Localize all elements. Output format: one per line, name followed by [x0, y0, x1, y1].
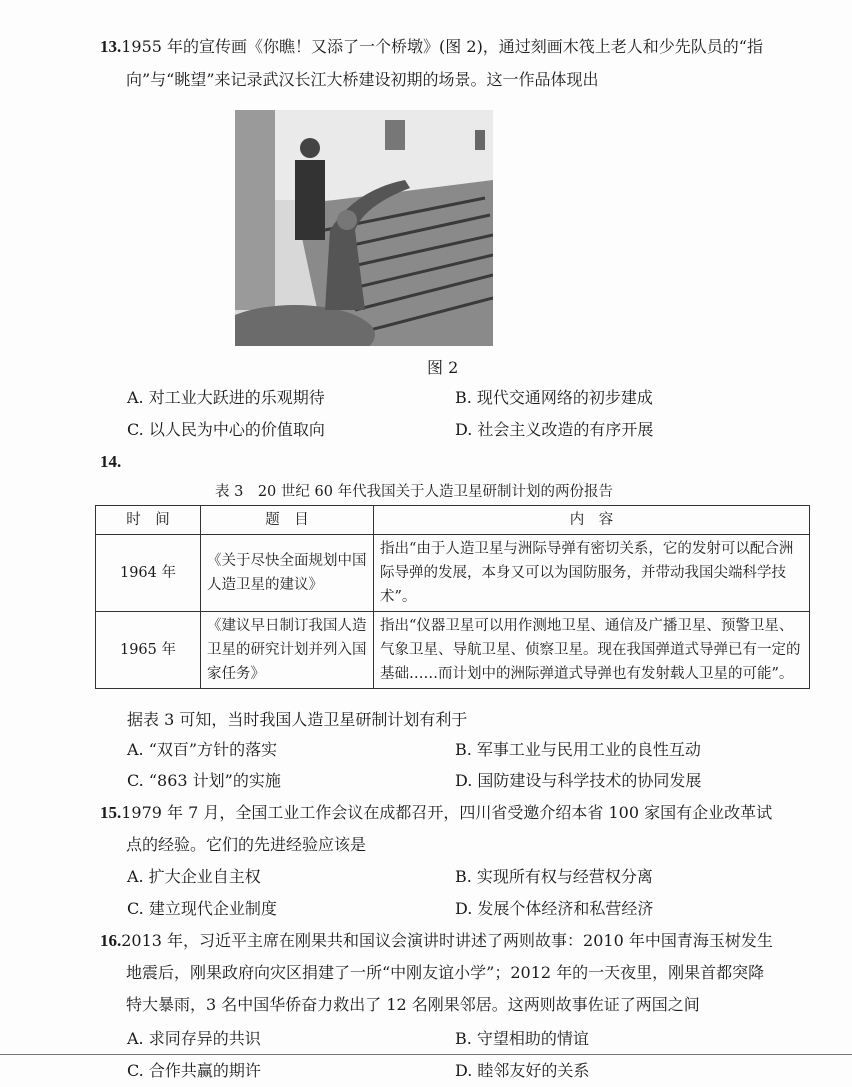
q16-option-b[interactable]: B. 守望相助的情谊 — [455, 1029, 589, 1048]
table-row — [96, 535, 810, 612]
table-title: 表 3 20 世纪 60 年代我国关于人造卫星研制计划的两份报告 — [215, 484, 614, 500]
q15-line1 — [100, 803, 772, 823]
cell-title: 《建议早日制订我国人造卫星的研究计划并列入国家任务》 — [201, 612, 374, 689]
q16-option-c[interactable]: C. 合作共赢的期许 — [127, 1061, 261, 1080]
cell-time: 1964 年 — [96, 535, 201, 612]
q15-option-b[interactable]: B. 实现所有权与经营权分离 — [455, 867, 653, 886]
q13-line2: 向”与“眺望”来记录武汉长江大桥建设初期的场景。这一作品体现出 — [126, 70, 599, 89]
q16-line3: 特大暴雨，3 名中国华侨奋力救出了 12 名刚果邻居。这两则故事佐证了两国之间 — [126, 995, 700, 1014]
figure-2-propaganda-painting — [235, 110, 493, 346]
header-time: 时 间 — [96, 506, 201, 535]
q15-text: 1979 年 7 月，全国工业工作会议在成都召开，四川省受邀介绍本省 100 家国有企业改革试 — [121, 803, 773, 822]
q16-line1 — [100, 931, 773, 951]
q16-line2: 地震后，刚果政府向灾区捐建了一所“中刚友谊小学”；2012 年的一天夜里，刚果首都突降 — [126, 963, 765, 982]
q15-option-c[interactable]: C. 建立现代企业制度 — [127, 899, 277, 918]
figure-caption: 图 2 — [427, 358, 459, 377]
q14-option-c[interactable]: C. “863 计划”的实施 — [127, 771, 281, 790]
q13-number: 13. — [100, 37, 122, 56]
q15-line2: 点的经验。它们的先进经验应该是 — [126, 835, 367, 854]
q13-option-d[interactable]: D. 社会主义改造的有序开展 — [455, 420, 654, 439]
q14-option-b[interactable]: B. 军事工业与民用工业的良性互动 — [455, 740, 701, 759]
q14-option-d[interactable]: D. 国防建设与科学技术的协同发展 — [455, 771, 702, 790]
q16-option-a[interactable]: A. 求同存异的共识 — [127, 1029, 261, 1048]
q14-option-a[interactable]: A. “双百”方针的落实 — [127, 740, 278, 759]
q14-stem: 据表 3 可知，当时我国人造卫星研制计划有利于 — [127, 710, 468, 729]
q14-number: 14. — [100, 452, 122, 471]
q13-text: 1955 年的宣传画《你瞧！又添了一个桥墩》(图 2)，通过刻画木筏上老人和少先队员的“指 — [121, 37, 763, 56]
q15-option-d[interactable]: D. 发展个体经济和私营经济 — [455, 899, 654, 918]
cell-title: 《关于尽快全面规划中国人造卫星的建议》 — [201, 535, 374, 612]
q13-option-b[interactable]: B. 现代交通网络的初步建成 — [455, 388, 653, 407]
q16-option-d[interactable]: D. 睦邻友好的关系 — [455, 1061, 590, 1080]
q15-number: 15. — [100, 803, 122, 822]
table-header-row — [96, 506, 810, 535]
q13-option-c[interactable]: C. 以人民为中心的价值取向 — [127, 420, 325, 439]
satellite-reports-table — [95, 505, 810, 689]
q13-option-a[interactable]: A. 对工业大跃进的乐观期待 — [127, 388, 325, 407]
q13-line1 — [100, 37, 763, 57]
q16-text: 2013 年，习近平主席在刚果共和国议会演讲时讲述了两则故事：2010 年中国青海玉树发生 — [121, 931, 773, 950]
cell-time: 1965 年 — [96, 612, 201, 689]
page-divider — [0, 1054, 852, 1055]
cell-content: 指出“由于人造卫星与洲际导弹有密切关系，它的发射可以配合洲际导弹的发展，本身又可以为国防服务，并带动我国尖端科学技术”。 — [374, 535, 810, 612]
header-title: 题 目 — [201, 506, 374, 535]
header-content: 内 容 — [374, 506, 810, 535]
cell-content: 指出“仪器卫星可以用作测地卫星、通信及广播卫星、预警卫星、气象卫星、导航卫星、侦察卫星。现在我国弹道式导弹已有一定的基础……而计划中的洲际弹道式导弹也有发射载人卫星的可能”。 — [374, 612, 810, 689]
q15-option-a[interactable]: A. 扩大企业自主权 — [127, 867, 261, 886]
q16-number: 16. — [100, 931, 122, 950]
table-row — [96, 612, 810, 689]
